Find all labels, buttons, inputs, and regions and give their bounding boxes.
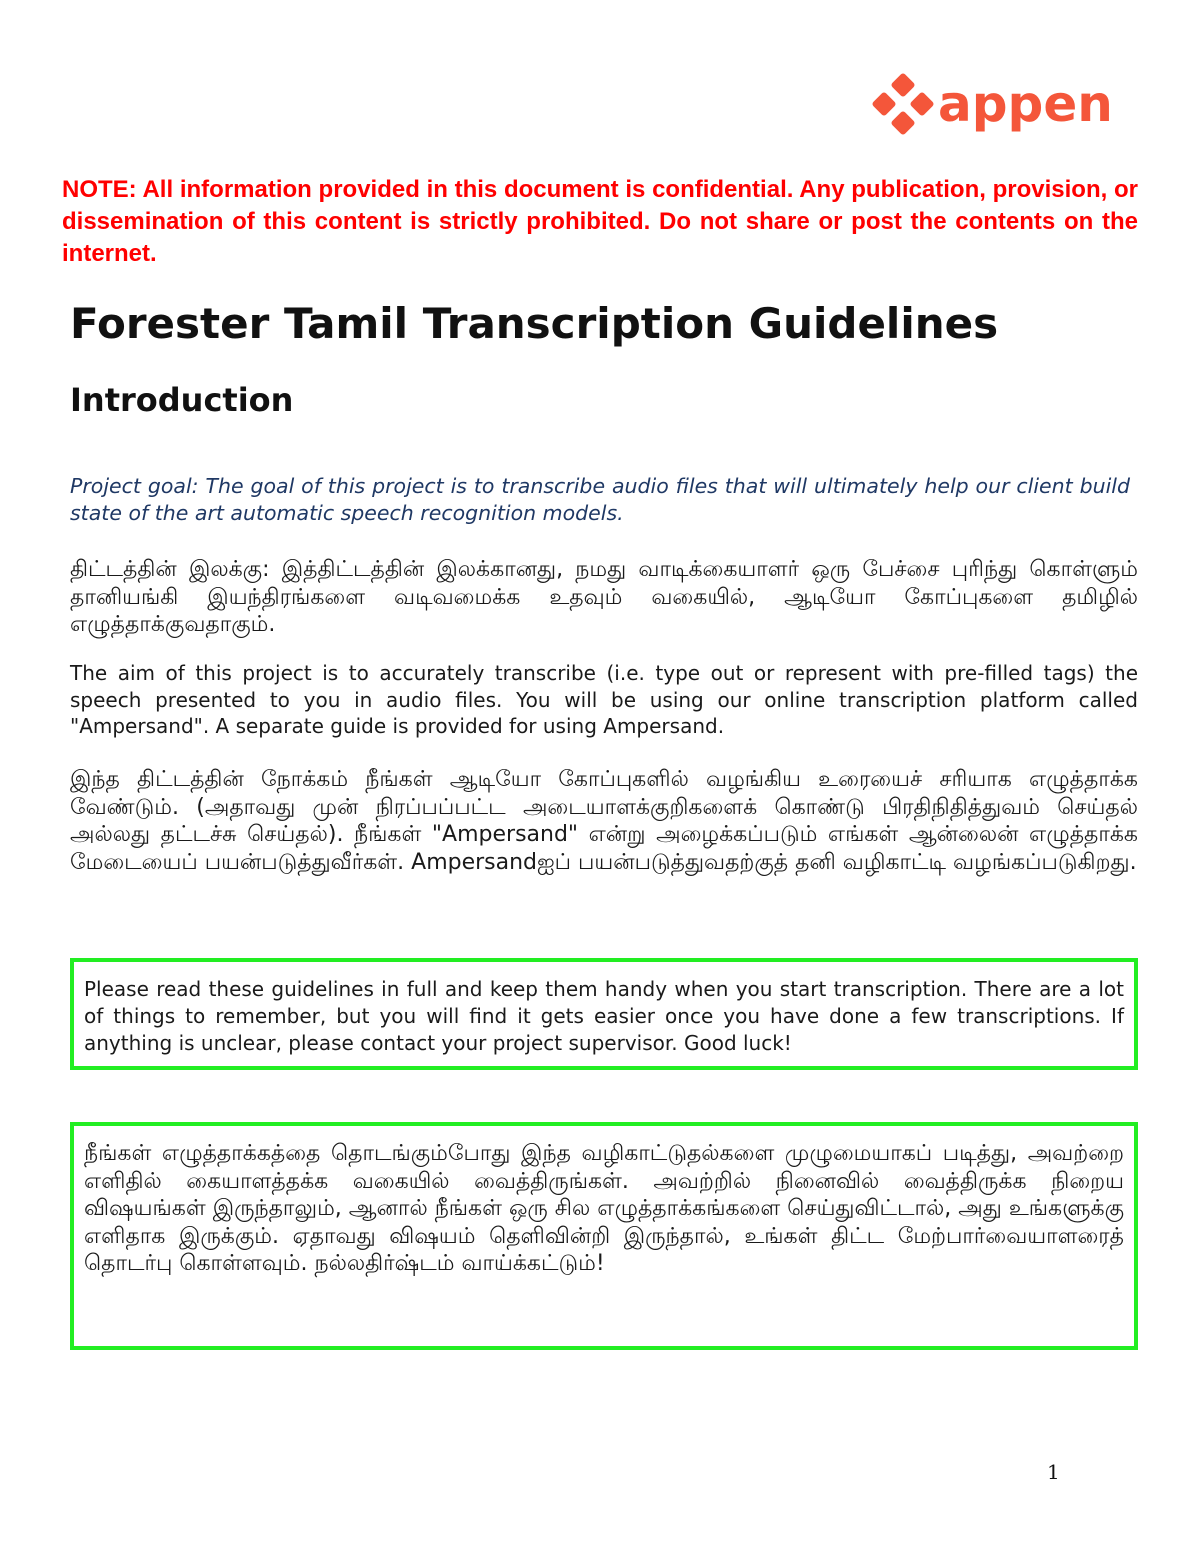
document-title: Forester Tamil Transcription Guidelines: [70, 299, 999, 348]
project-goal: Project goal: The goal of this project is to transcribe audio files that will ultimately help our client build state of the art automatic speech recognition models.: [70, 474, 1130, 525]
reminder-text-tamil: நீங்கள் எழுத்தாக்கத்தை தொடங்கும்போது இந்த வழிகாட்டுதல்களை முழுமையாகப் படித்து, அவற்றை எளிதில் கையாளத்தக்க வகையில் வைத்திருங்கள். அவற்றில் நினைவில் வைத்திருக்க நிறைய விஷயங்கள் இருந்தாலும், ஆனால் நீங்கள் ஒரு சில எழுத்தாக்கங்களை செய்துவிட்டால், அது உங்களுக்கு எளிதாக இருக்கும். ஏதாவது விஷயம் தெளிவின்றி இருந்தால், உங்கள் திட்ட மேற்பார்வையாளரைத் தொடர்பு கொள்ளவும். நல்லதிர்ஷ்டம் வாய்க்கட்டும்!: [84, 1141, 1124, 1276]
appen-wordmark: appen: [938, 75, 1113, 133]
page-number: 1: [1047, 1460, 1060, 1484]
introduction-heading: Introduction: [70, 381, 294, 419]
reminder-box: [70, 958, 1138, 1070]
project-aim-tamil: இந்த திட்டத்தின் நோக்கம் நீங்கள் ஆடியோ கோப்புகளில் வழங்கிய உரையைச் சரியாக எழுத்தாக்க வேண்டும். (அதாவது முன் நிரப்பப்பட்ட அடையாளக்குறிகளைக் கொண்டு பிரதிநிதித்துவம் செய்தல் அல்லது தட்டச்சு செய்தல்). நீங்கள் "Ampersand" என்று அழைக்கப்படும் எங்கள் ஆன்லைன் எழுத்தாக்க மேடையைப் பயன்படுத்துவீர்கள். Ampersandஐப் பயன்படுத்துவதற்குத் தனி வழிகாட்டி வழங்கப்படுகிறது.: [70, 767, 1138, 875]
confidentiality-note: NOTE: All information provided in this document is confidential. Any publication, provision, or dissemination of this content is strictly prohibited. Do not share or post the contents on the internet.: [62, 176, 1138, 267]
project-goal-tamil: திட்டத்தின் இலக்கு: இத்திட்டத்தின் இலக்கானது, நமது வாடிக்கையாளர் ஒரு பேச்சை புரிந்து கொள்ளும் தானியங்கி இயந்திரங்களை வடிவமைக்க உதவும் வகையில், ஆடியோ கோப்புகளை தமிழில் எழுத்தாக்குவதாகும்.: [70, 557, 1139, 637]
appen-flower-icon: [872, 73, 934, 135]
reminder-text: Please read these guidelines in full and keep them handy when you start transcription. There are a lot of things to remember, but you will find it gets easier once you have done a few transcriptions. If anything is unclear, please contact your project supervisor. Good luck!: [84, 977, 1124, 1055]
project-aim: The aim of this project is to accurately transcribe (i.e. type out or represent with pre-filled tags) the speech presented to you in audio files. You will be using our online transcription platform called "Ampersand". A separate guide is provided for using Ampersand.: [70, 661, 1138, 738]
appen-logo: [872, 72, 1132, 136]
reminder-box-tamil: [70, 1122, 1138, 1350]
